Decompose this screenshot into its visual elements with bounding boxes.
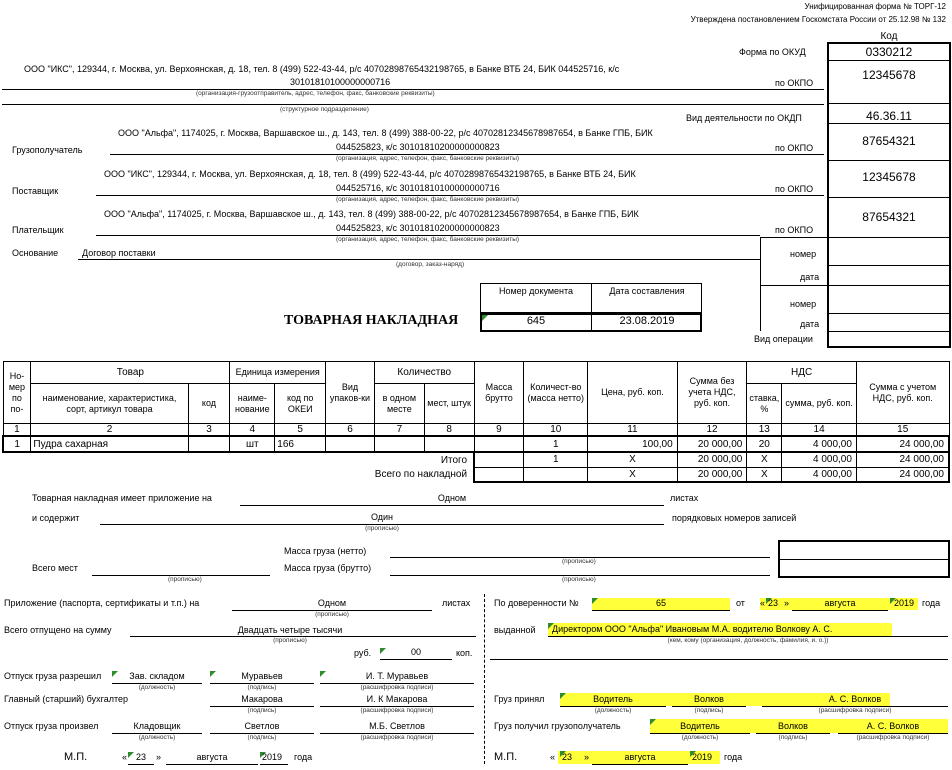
th-qty-net: Количест-во (масса нетто) xyxy=(524,362,588,424)
vsego-sum: 20 000,00 xyxy=(677,467,747,482)
row-pack xyxy=(326,436,375,452)
consignee-line1: ООО "Альфа", 1174025, г. Москва, Варшавское ш., д. 143, тел. 8 (499) 388-00-22, р/с 40702812345678987654, в Банке ГПБ, БИК xyxy=(118,128,653,138)
left-god: года xyxy=(294,752,313,762)
received-signature: Волков xyxy=(778,721,808,731)
itogo-rate: X xyxy=(747,452,782,467)
records-label: порядковых номеров записей xyxy=(672,513,797,523)
th-unit-name: наиме-нование xyxy=(230,384,275,424)
supplier-caption: (организация, адрес, телефон, факс, банковские реквизиты) xyxy=(336,196,520,203)
th-places: мест, штук xyxy=(424,384,474,424)
received-name-caption: (расшифровка подписи) xyxy=(856,734,930,741)
released-sum-value: Двадцать четыре тысячи xyxy=(237,625,343,635)
released-by-name: М.Б. Светлов xyxy=(369,721,425,731)
th-price: Цена, руб. коп. xyxy=(588,362,677,424)
th-goods: Товар xyxy=(31,362,230,384)
power-day: 23 xyxy=(768,598,779,608)
received-name: А. С. Волков xyxy=(866,721,920,731)
right-god: года xyxy=(724,752,743,762)
col-num: 6 xyxy=(326,424,375,437)
form-name: Унифицированная форма № ТОРГ-12 xyxy=(804,2,946,11)
supplier-line1: ООО "ИКС", 129344, г. Москва, ул. Верхоянская, д. 18, тел. 8 (499) 522-43-44, р/с 40702898765432198765, в Банке ВТБ 24, БИК xyxy=(104,169,636,179)
allowed-name-caption: (расшифровка подписи) xyxy=(360,684,434,691)
form-approval: Утверждена постановлением Госкомстата России от 25.12.98 № 132 xyxy=(690,15,946,24)
kop-label: коп. xyxy=(456,648,473,658)
th-okei: код по ОКЕИ xyxy=(275,384,326,424)
col-num: 4 xyxy=(230,424,275,437)
col-num: 5 xyxy=(275,424,326,437)
table-row xyxy=(3,436,949,452)
col-num: 3 xyxy=(188,424,230,437)
mass-net-label: Масса груза (нетто) xyxy=(284,546,367,556)
row-sum: 20 000,00 xyxy=(677,436,747,452)
okdp-code: 46.36.11 xyxy=(866,109,912,123)
row-mass xyxy=(474,436,524,452)
released-by-signature: Светлов xyxy=(244,721,280,731)
accepted-pos-caption: (должность) xyxy=(594,707,632,714)
payer-line1: ООО "Альфа", 1174025, г. Москва, Варшавское ш., д. 143, тел. 8 (499) 388-00-22, р/с 40702812345678987654, в Банке ГПБ, БИК xyxy=(104,209,639,219)
okpo-consignee: 87654321 xyxy=(862,134,916,148)
stamp-place-left: М.П. xyxy=(64,751,88,763)
col-num: 8 xyxy=(424,424,474,437)
supplier-label: Поставщик xyxy=(12,186,59,196)
power-ot: от xyxy=(736,598,745,608)
doc-number: 645 xyxy=(526,315,546,327)
row-price: 100,00 xyxy=(588,436,677,452)
okpo-label-consignee: по ОКПО xyxy=(775,143,814,153)
itogo-row xyxy=(3,452,949,467)
col-num: 13 xyxy=(747,424,782,437)
transport-date-label: дата xyxy=(800,319,820,329)
power-of-attorney-number: 65 xyxy=(655,598,666,608)
col-num: 11 xyxy=(588,424,677,437)
vsego-vat: 4 000,00 xyxy=(782,467,857,482)
accepted-label: Груз принял xyxy=(494,694,545,704)
accepted-sign-caption: (подпись) xyxy=(694,707,724,714)
released-by-position: Кладовщик xyxy=(133,721,181,731)
issued-caption: (кем, кому (организация, должность, фамилия, и. о.)) xyxy=(667,637,829,644)
th-mass: Масса брутто xyxy=(474,362,524,424)
right-year: 2019 xyxy=(692,752,713,762)
accepted-name-caption: (расшифровка подписи) xyxy=(818,707,892,714)
th-qty: Количество xyxy=(374,362,474,384)
vsego-label: Всего по накладной xyxy=(374,469,468,480)
places-caption: (прописью) xyxy=(168,576,202,583)
row-code xyxy=(188,436,230,452)
power-month: августа xyxy=(824,598,856,608)
okud-code: 0330212 xyxy=(865,45,913,59)
released-by-label: Отпуск груза произвел xyxy=(4,721,99,731)
okdp-label: Вид деятельности по ОКДП xyxy=(686,113,802,123)
goods-table xyxy=(2,361,950,483)
released-by-pos-caption: (должность) xyxy=(138,734,176,741)
mass-gross-label: Масса груза (брутто) xyxy=(284,563,372,573)
allowed-signature: Муравьев xyxy=(241,671,283,681)
power-of-attorney-label: По доверенности № xyxy=(494,598,579,608)
left-year: 2019 xyxy=(262,752,283,762)
accountant-name: И. К Макарова xyxy=(366,694,428,704)
accountant-signature: Макарова xyxy=(241,694,283,704)
consignee-caption: (организация, адрес, телефон, факс, банковские реквизиты) xyxy=(336,155,520,162)
quote-open: « xyxy=(550,752,556,762)
row-total: 24 000,00 xyxy=(856,436,949,452)
doc-date: 23.08.2019 xyxy=(619,315,675,327)
left-day: 23 xyxy=(135,752,146,762)
okpo-label-payer: по ОКПО xyxy=(775,225,814,235)
accountant-sign-caption: (подпись) xyxy=(247,707,277,714)
attach-sheets: листах xyxy=(442,598,471,608)
power-year: 2019 xyxy=(894,598,915,608)
row-unit: шт xyxy=(230,436,275,452)
consignee-label: Грузополучатель xyxy=(12,145,83,155)
itogo-vat: 4 000,00 xyxy=(782,452,857,467)
row-no: 1 xyxy=(3,436,31,452)
payer-caption: (организация, адрес, телефон, факс, банковские реквизиты) xyxy=(336,236,520,243)
allowed-label: Отпуск груза разрешил xyxy=(4,671,102,681)
basis-number-label: номер xyxy=(790,249,817,259)
power-god: года xyxy=(922,598,941,608)
issued-label: выданной xyxy=(494,625,536,635)
shipper-caption: (организация-грузоотправитель, адрес, телефон, факс, банковские реквизиты) xyxy=(196,90,435,97)
contains-label: и содержит xyxy=(32,513,80,523)
code-header: Код xyxy=(880,31,898,42)
col-num: 9 xyxy=(474,424,524,437)
division-caption: (структурное подразделение) xyxy=(280,106,369,113)
col-num: 1 xyxy=(3,424,31,437)
itogo-price: X xyxy=(588,452,677,467)
th-unit: Единица измерения xyxy=(230,362,326,384)
appendix-sheets-value: Одном xyxy=(437,493,467,503)
vertical-divider xyxy=(484,594,485,764)
transport-number-label: номер xyxy=(790,299,817,309)
released-sum-label: Всего отпущено на сумму xyxy=(4,625,112,635)
quote-close: » xyxy=(784,598,790,608)
vsego-total: 24 000,00 xyxy=(856,467,949,482)
okpo-shipper: 12345678 xyxy=(862,68,916,82)
okpo-label-shipper: по ОКПО xyxy=(775,78,814,88)
received-position: Водитель xyxy=(680,721,720,731)
okpo-payer: 87654321 xyxy=(862,210,916,224)
accepted-name: А. С. Волков xyxy=(828,694,882,704)
col-num: 10 xyxy=(524,424,588,437)
quote-open: « xyxy=(122,752,128,762)
released-by-sign-caption: (подпись) xyxy=(247,734,277,741)
records-value: Один xyxy=(370,512,394,522)
th-pack: Вид упаков-ки xyxy=(326,362,375,424)
places-label: Всего мест xyxy=(32,563,78,573)
appendix-text: Товарная накладная имеет приложение на xyxy=(32,493,212,503)
th-goods-name: наименование, характеристика, сорт, артикул товара xyxy=(31,384,188,424)
th-sum-no-vat: Сумма без учета НДС, руб. коп. xyxy=(677,362,747,424)
rub-label: руб. xyxy=(354,648,372,658)
th-one-place: в одном месте xyxy=(374,384,424,424)
th-rate: ставка, % xyxy=(747,384,782,424)
mass-net-caption: (прописью) xyxy=(562,558,596,565)
basis-date-label: дата xyxy=(800,272,820,282)
code-column xyxy=(827,42,951,348)
issued-value: Директором ООО "Альфа" Ивановым М.А. водителю Волкову А. С. xyxy=(552,624,833,634)
okud-label: Форма по ОКУД xyxy=(739,47,806,57)
received-pos-caption: (должность) xyxy=(681,734,719,741)
itogo-total: 24 000,00 xyxy=(856,452,949,467)
accountant-name-caption: (расшифровка подписи) xyxy=(360,707,434,714)
received-sign-caption: (подпись) xyxy=(778,734,808,741)
column-numbers-row xyxy=(3,424,949,437)
th-sum-vat: Сумма с учетом НДС, руб. коп. xyxy=(856,362,949,424)
supplier-line2: 044525716, к/с 30101810100000000716 xyxy=(336,183,500,193)
vsego-row xyxy=(3,467,949,482)
accepted-signature: Волков xyxy=(694,694,724,704)
okpo-supplier: 12345678 xyxy=(862,170,916,184)
shipper-line2: 30101810100000000716 xyxy=(290,77,391,87)
allowed-pos-caption: (должность) xyxy=(138,684,176,691)
row-name: Пудра сахарная xyxy=(31,436,188,452)
row-qty: 1 xyxy=(524,436,588,452)
col-num: 7 xyxy=(374,424,424,437)
stamp-place-right: М.П. xyxy=(494,751,518,763)
right-month: августа xyxy=(624,752,656,762)
operation-type-label: Вид операции xyxy=(754,334,813,344)
accountant-label: Главный (старший) бухгалтер xyxy=(4,694,129,704)
payer-label: Плательщик xyxy=(12,225,64,235)
mass-gross-caption: (прописью) xyxy=(562,576,596,583)
document-title: ТОВАРНАЯ НАКЛАДНАЯ xyxy=(284,313,459,328)
basis-caption: (договор, заказ-наряд) xyxy=(396,261,465,268)
received-label: Груз получил грузополучатель xyxy=(494,721,621,731)
itogo-label: Итого xyxy=(440,454,468,466)
allowed-position: Зав. складом xyxy=(129,671,185,681)
kop-value: 00 xyxy=(410,647,421,657)
th-code: код xyxy=(188,384,230,424)
row-one-place xyxy=(374,436,424,452)
appendix-sheets-label: листах xyxy=(670,493,699,503)
right-day: 23 xyxy=(562,752,573,762)
payer-line2: 044525823, к/с 30101810200000000823 xyxy=(336,223,500,233)
records-caption: (прописью) xyxy=(365,525,399,532)
itogo-sum: 20 000,00 xyxy=(677,452,747,467)
row-vat: 4 000,00 xyxy=(782,436,857,452)
released-by-name-caption: (расшифровка подписи) xyxy=(360,734,434,741)
col-num: 2 xyxy=(31,424,188,437)
attach-value: Одном xyxy=(317,598,347,608)
okpo-label-supplier: по ОКПО xyxy=(775,184,814,194)
basis-value: Договор поставки xyxy=(82,248,156,258)
basis-label: Основание xyxy=(12,248,59,258)
row-okei: 166 xyxy=(275,436,326,452)
quote-close: » xyxy=(584,752,590,762)
doc-number-header: Номер документа xyxy=(498,286,574,296)
col-num: 14 xyxy=(782,424,857,437)
row-rate: 20 xyxy=(747,436,782,452)
released-sum-caption: (прописью) xyxy=(273,637,307,644)
attach-caption: (прописью) xyxy=(315,611,349,618)
shipper-line1: ООО "ИКС", 129344, г. Москва, ул. Верхоянская, д. 18, тел. 8 (499) 522-43-44, р/с 40702898765432198765, в Банке ВТБ 24, БИК 044525716, к/с xyxy=(24,64,620,74)
doc-date-header: Дата составления xyxy=(609,286,685,296)
row-places xyxy=(424,436,474,452)
attach-label: Приложение (паспорта, сертификаты и т.п.) на xyxy=(4,598,200,608)
th-no: Но-мер по по- xyxy=(3,362,31,424)
th-vat: НДС xyxy=(747,362,857,384)
accepted-position: Водитель xyxy=(593,694,633,704)
consignee-line2: 044525823, к/с 30101810200000000823 xyxy=(336,142,500,152)
col-num: 15 xyxy=(856,424,949,437)
quote-open: « xyxy=(760,598,766,608)
vsego-rate: X xyxy=(747,467,782,482)
itogo-qty: 1 xyxy=(524,452,588,467)
quote-close: » xyxy=(156,752,162,762)
allowed-sign-caption: (подпись) xyxy=(247,684,277,691)
left-month: августа xyxy=(196,752,228,762)
vsego-price: X xyxy=(588,467,677,482)
allowed-name: И. Т. Муравьев xyxy=(365,671,429,681)
th-vat-sum: сумма, руб. коп. xyxy=(782,384,857,424)
col-num: 12 xyxy=(677,424,747,437)
